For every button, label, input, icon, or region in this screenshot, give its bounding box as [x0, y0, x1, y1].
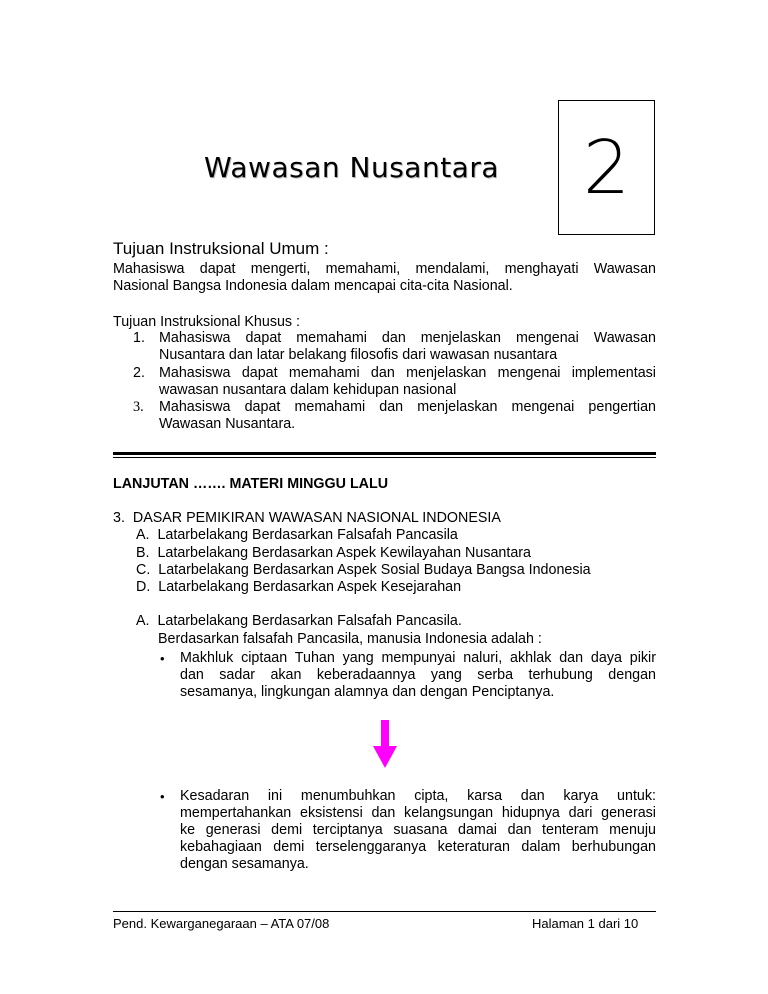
arrow-shaft — [381, 720, 389, 748]
tik-item-number: 3. — [133, 399, 144, 415]
tiu-heading: Tujuan Instruksional Umum : — [113, 239, 329, 258]
arrow-head — [373, 746, 397, 768]
sub-item-a: A. Latarbelakang Berdasarkan Falsafah Pancasila — [136, 527, 458, 543]
bullet-icon: • — [160, 789, 165, 804]
chapter-title: Wawasan Nusantara — [204, 151, 499, 184]
sub-item-d: D. Latarbelakang Berdasarkan Aspek Kesejarahan — [136, 579, 462, 595]
down-arrow-icon — [373, 720, 397, 768]
chapter-number: 2 — [582, 124, 631, 211]
tik-heading: Tujuan Instruksional Khusus : — [113, 314, 301, 330]
bullet-line: dengan sesamanya. — [180, 856, 309, 872]
chapter-number-box — [558, 100, 655, 235]
sub-a-heading: A. Latarbelakang Berdasarkan Falsafah Pancasila. — [136, 613, 462, 629]
tik-item-line-2: Nusantara dan latar belakang filosofis dari wawasan nusantara — [159, 347, 558, 363]
tiu-line-1: Mahasiswa dapat mengerti, memahami, mendalami, menghayati Wawasan — [113, 261, 656, 277]
footer-course: Pend. Kewarganegaraan – ATA 07/08 — [113, 916, 330, 931]
tik-item-number: 1. — [133, 330, 145, 346]
bullet-line: ke generasi demi terciptanya suasana damai dan tenteram menuju — [180, 822, 656, 838]
tik-item-line-1: Mahasiswa dapat memahami dan menjelaskan mengenai Wawasan — [159, 330, 656, 346]
bullet-item — [160, 788, 656, 873]
bullet-line: Makhluk ciptaan Tuhan yang mempunyai naluri, akhlak dan daya pikir — [180, 650, 656, 666]
bullet-line: mempertahankan eksistensi dan kelangsungan hidupnya dari generasi — [180, 805, 656, 821]
bullet-line: Kesadaran ini menumbuhkan cipta, karsa dan karya untuk: — [180, 788, 656, 804]
tiu-line-2: Nasional Bangsa Indonesia dalam mencapai cita-cita Nasional. — [113, 278, 513, 294]
sub-a-intro: Berdasarkan falsafah Pancasila, manusia Indonesia adalah : — [158, 631, 542, 647]
bullet-line: dan sadar akan keberadaannya yang serba terhubung dengan — [180, 667, 656, 683]
tik-item — [133, 399, 656, 433]
tik-item-line-2: wawasan nusantara dalam kehidupan nasional — [159, 382, 457, 398]
tiu-paragraph — [113, 261, 656, 295]
footer-page-number: Halaman 1 dari 10 — [532, 916, 639, 931]
lanjutan-heading: LANJUTAN ……. MATERI MINGGU LALU — [113, 476, 389, 492]
tik-item-line-1: Mahasiswa dapat memahami dan menjelaskan mengenai pengertian — [159, 399, 656, 415]
tik-item — [133, 330, 656, 364]
footer-divider — [113, 911, 656, 912]
sub-item-b: B. Latarbelakang Berdasarkan Aspek Kewilayahan Nusantara — [136, 545, 532, 561]
section-divider-thin — [113, 457, 656, 458]
bullet-line: kebahagiaan demi terselenggaranya keteraturan dalam berhubungan — [180, 839, 656, 855]
sub-item-c: C. Latarbelakang Berdasarkan Aspek Sosial Budaya Bangsa Indonesia — [136, 562, 591, 578]
bullet-item — [160, 650, 656, 701]
tik-item-number: 2. — [133, 365, 145, 381]
section-divider — [113, 452, 656, 455]
tik-item-line-2: Wawasan Nusantara. — [159, 416, 296, 432]
tik-item — [133, 365, 656, 399]
section-heading: 3. DASAR PEMIKIRAN WAWASAN NASIONAL INDONESIA — [113, 510, 501, 526]
bullet-line: sesamanya, lingkungan alamnya dan dengan Penciptanya. — [180, 684, 555, 700]
tik-item-line-1: Mahasiswa dapat memahami dan menjelaskan mengenai implementasi — [159, 365, 656, 381]
bullet-icon: • — [160, 651, 165, 666]
